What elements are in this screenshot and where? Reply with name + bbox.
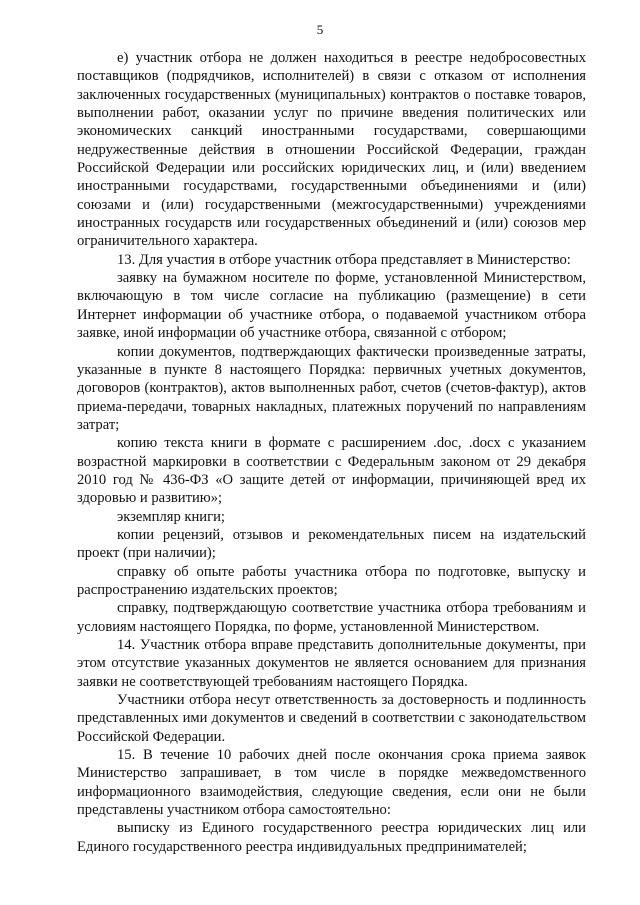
document-body <box>77 49 586 856</box>
paragraph-15-request: 15. В течение 10 рабочих дней после окончания срока приема заявок Министерство запрашивает, в том числе в порядке межведомственного информационного взаимодействия, следующие сведения, если они не были представлены участником отбора самостоятельно: <box>77 747 586 819</box>
paragraph-registry-extract: выписку из Единого государственного реестра юридических лиц или Единого государственного реестра индивидуальных предпринимателей; <box>77 820 586 855</box>
paragraph-reviews: копии рецензий, отзывов и рекомендательных писем на издательский проект (при наличии); <box>77 526 586 562</box>
paragraph-13-intro: 13. Для участия в отборе участник отбора представляет в Министерство: <box>117 251 571 268</box>
paragraph-14-additional: 14. Участник отбора вправе представить дополнительные документы, при этом отсутствие указанных документов не является основанием для признания заявки не соответствующей требованиям настоящего Порядка. <box>77 637 586 690</box>
page-number: 5 <box>316 22 324 37</box>
paragraph-book-text: копию текста книги в формате с расширением .doc, .docx с указанием возрастной маркировки в соответствии с Федеральным законом от 29 декабря 2010 год № 436-ФЗ «О защите детей от информации, причиняющей вред их здоровью и развитию»; <box>77 435 586 507</box>
paragraph-experience: справку об опыте работы участника отбора по подготовке, выпуску и распространению издательских проектов; <box>77 563 586 598</box>
paragraph-application: заявку на бумажном носителе по форме, установленной Министерством, включающую в том числе согласие на публикацию (размещение) в сети Интернет информации об участнике отбора, о подаваемой участником отбора заявке, иной информации об участнике отбора, связанной с отбором; <box>77 270 586 342</box>
paragraph-e-registry: е) участник отбора не должен находиться в реестре недобросовестных поставщиков (подрядчиков, исполнителей) в связи с отказом от исполнения заключенных государственных (муниципальных) контрактов о поставке товаров, выполнении работ, оказании услуг по причине введения политических или экономических санкций иностранными государствами, совершающими недружественные действия в отношении Российской Федерации, граждан Российской Федерации или российских юридических лиц, и (или) введением иностранными государствами, государственными объединениями и (или) союзами и (или) государственными (межгосударственными) учреждениями иностранных государств или государственных объединений и (или) союзов мер ограничительного характера. <box>77 50 586 250</box>
paragraph-responsibility: Участники отбора несут ответственность за достоверность и подлинность представленных ими документов и сведений в соответствии с законодательством Российской Федерации. <box>77 692 586 745</box>
paragraph-book-copy: экземпляр книги; <box>117 508 225 525</box>
paragraph-expense-docs: копии документов, подтверждающих фактически произведенные затраты, указанные в пункте 8 настоящего Порядка: первичных учетных документов, договоров (контрактов), актов выполненных работ, счетов (счетов-фактур), актов приема-передачи, товарных накладных, платежных поручений по направлениям затрат; <box>77 343 586 433</box>
paragraph-compliance: справку, подтверждающую соответствие участника отбора требованиям и условиям настоящего Порядка, по форме, установленной Министерством. <box>77 600 586 635</box>
